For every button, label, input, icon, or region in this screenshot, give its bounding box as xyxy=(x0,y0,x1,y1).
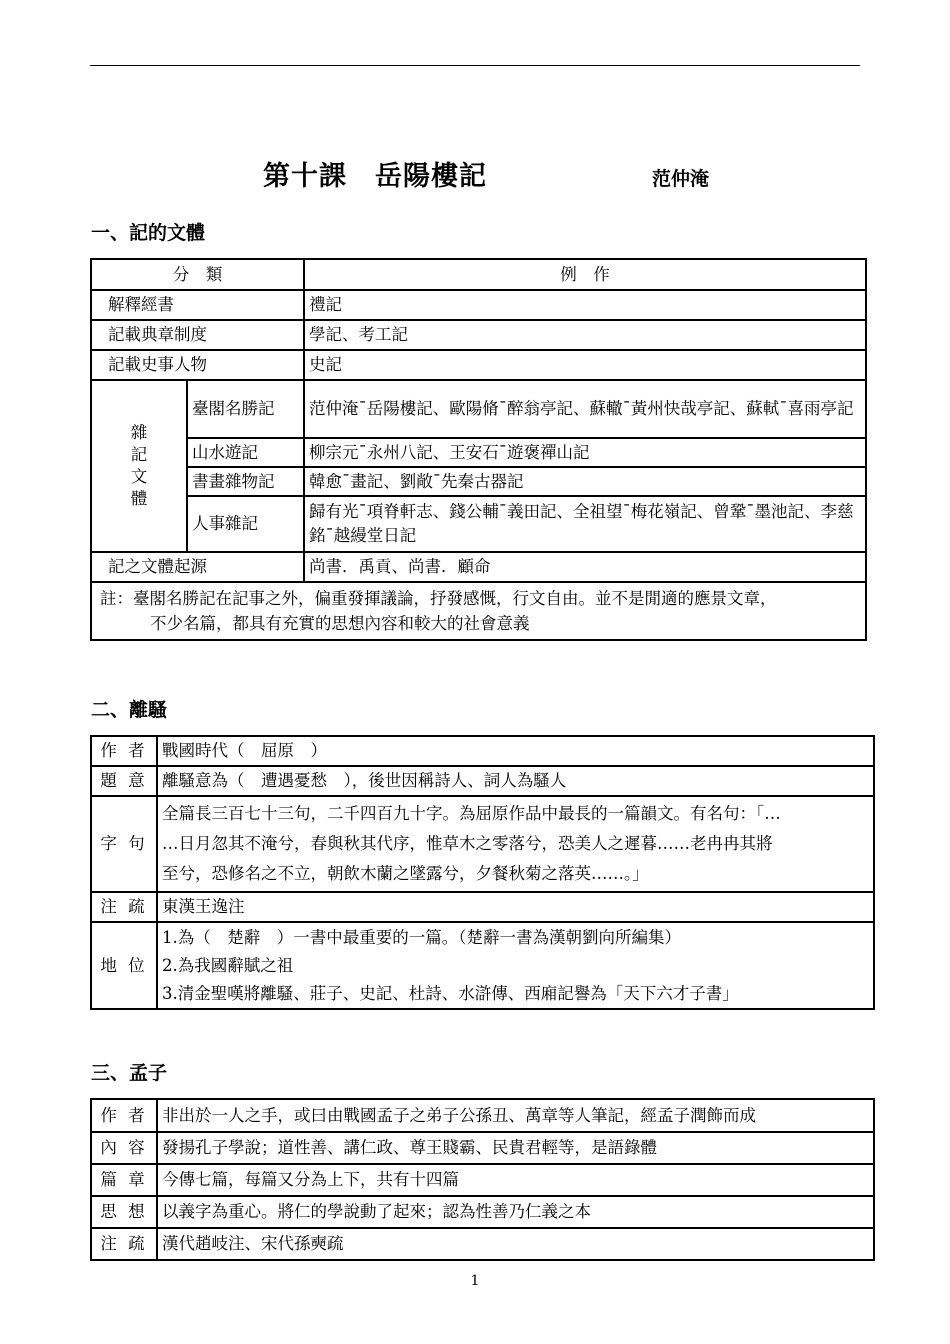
category-cell: 山水遊記 xyxy=(187,438,304,467)
row-label: 字 句 xyxy=(91,796,157,892)
example-cell: 韓愈¯畫記、劉敞¯先秦古器記 xyxy=(304,467,866,496)
row-text: 離騷意為（ 遭遇憂愁 ），後世因稱詩人、詞人為騷人 xyxy=(157,766,874,796)
category-cell: 臺閣名勝記 xyxy=(187,380,304,438)
genre-table xyxy=(90,258,867,641)
example-cell: 歸有光¯項脊軒志、錢公輔¯義田記、全祖望¯梅花嶺記、曾鞏¯墨池記、李慈銘¯越縵堂日記 xyxy=(304,496,866,552)
text-line: 至兮，恐修名之不立，朝飲木蘭之墜露兮，夕餐秋菊之落英……。」 xyxy=(162,864,649,883)
table-row xyxy=(91,320,866,350)
category-cell: 解釋經書 xyxy=(91,290,304,320)
row-label: 思 想 xyxy=(91,1196,157,1228)
example-cell: 柳宗元¯永州八記、王安石¯遊褒禪山記 xyxy=(304,438,866,467)
row-label: 注 疏 xyxy=(91,892,157,922)
row-text: 非出於一人之手，或曰由戰國孟子之弟子公孫丑、萬章等人筆記，經孟子潤飾而成 xyxy=(157,1099,874,1132)
section2-heading: 二、離騷 xyxy=(91,699,168,721)
row-label: 題 意 xyxy=(91,766,157,796)
lesson-author: 范仲淹 xyxy=(652,168,710,190)
note-line: 不少名篇，都具有充實的思想內容和較大的社會意義 xyxy=(150,614,530,633)
row-text: 今傳七篇，每篇又分為上下，共有十四篇 xyxy=(157,1164,874,1196)
lisao-table xyxy=(90,735,875,1010)
page-number: 1 xyxy=(470,1273,480,1289)
row-label: 內 容 xyxy=(91,1132,157,1164)
row-label: 作 者 xyxy=(91,1099,157,1132)
table-row xyxy=(91,766,874,796)
header-example: 例 作 xyxy=(304,259,866,290)
category-cell: 記之文體起源 xyxy=(91,552,304,582)
table-row xyxy=(91,350,866,380)
row-label: 篇 章 xyxy=(91,1164,157,1196)
table-row xyxy=(91,892,874,922)
category-cell: 人事雜記 xyxy=(187,496,304,552)
row-label: 注 疏 xyxy=(91,1228,157,1260)
row-text: 戰國時代（ 屈原 ） xyxy=(157,736,874,766)
table-row xyxy=(91,467,866,496)
table-row xyxy=(91,922,874,1009)
example-cell: 禮記 xyxy=(304,290,866,320)
misc-char: 記 xyxy=(130,445,148,464)
misc-char: 文 xyxy=(130,467,148,486)
misc-char: 雜 xyxy=(130,423,148,442)
table-row xyxy=(91,496,866,552)
text-line: 2.為我國辭賦之祖 xyxy=(162,955,294,975)
lesson-title: 第十課 岳陽樓記 xyxy=(263,161,487,192)
example-cell: 范仲淹¯岳陽樓記、歐陽脩¯醉翁亭記、蘇轍¯黃州快哉亭記、蘇軾¯喜雨亭記 xyxy=(304,380,866,438)
table-row xyxy=(91,1228,874,1260)
section1-heading: 一、記的文體 xyxy=(91,222,206,244)
text-line: 全篇長三百七十三句，二千四百九十字。為屈原作品中最長的一篇韻文。有名句：「… xyxy=(162,804,781,823)
row-label: 地 位 xyxy=(91,922,157,1009)
table-row xyxy=(91,552,866,582)
table-header-row xyxy=(91,259,866,290)
note-line: 註：臺閣名勝記在記事之外，偏重發揮議論，抒發感慨，行文自由。並不是閒適的應景文章， xyxy=(100,589,777,608)
row-text: 漢代趙岐注、宋代孫奭疏 xyxy=(157,1228,874,1260)
table-row xyxy=(91,1099,874,1132)
note-row xyxy=(91,582,866,640)
header-category: 分 類 xyxy=(91,259,304,290)
table-row xyxy=(91,380,866,438)
misc-group-label xyxy=(91,380,187,552)
example-cell: 尚書．禹貢、尚書．顧命 xyxy=(304,552,866,582)
category-cell: 書畫雜物記 xyxy=(187,467,304,496)
text-line: 1.為（ 楚辭 ）一書中最重要的一篇。（楚辭一書為漢朝劉向所編集） xyxy=(162,927,681,947)
text-line: …日月忽其不淹兮，春與秋其代序，惟草木之零落兮，恐美人之遲暮……老冉冉其將 xyxy=(162,834,773,853)
table-row xyxy=(91,796,874,892)
row-text: 以義字為重心。將仁的學說動了起來；認為性善乃仁義之本 xyxy=(157,1196,874,1228)
category-cell: 記載典章制度 xyxy=(91,320,304,350)
row-label: 作 者 xyxy=(91,736,157,766)
mencius-table xyxy=(90,1098,875,1261)
note-cell xyxy=(91,582,866,640)
row-text xyxy=(157,922,874,1009)
category-cell: 記載史事人物 xyxy=(91,350,304,380)
lesson-title-block xyxy=(0,150,950,198)
row-text xyxy=(157,796,874,892)
row-text: 發揚孔子學說；道性善、講仁政、尊王賤霸、民貴君輕等，是語錄體 xyxy=(157,1132,874,1164)
example-cell: 史記 xyxy=(304,350,866,380)
table-row xyxy=(91,438,866,467)
table-row xyxy=(91,1164,874,1196)
table-row xyxy=(91,1132,874,1164)
misc-char: 體 xyxy=(130,489,148,508)
section3-heading: 三、孟子 xyxy=(91,1062,168,1084)
table-row xyxy=(91,290,866,320)
row-text: 東漢王逸注 xyxy=(157,892,874,922)
example-cell: 學記、考工記 xyxy=(304,320,866,350)
header-rule xyxy=(90,65,860,66)
table-row xyxy=(91,1196,874,1228)
text-line: 3.清金聖嘆將離騷、莊子、史記、杜詩、水滸傳、西廂記譽為「天下六才子書」 xyxy=(162,983,739,1003)
table-row xyxy=(91,736,874,766)
